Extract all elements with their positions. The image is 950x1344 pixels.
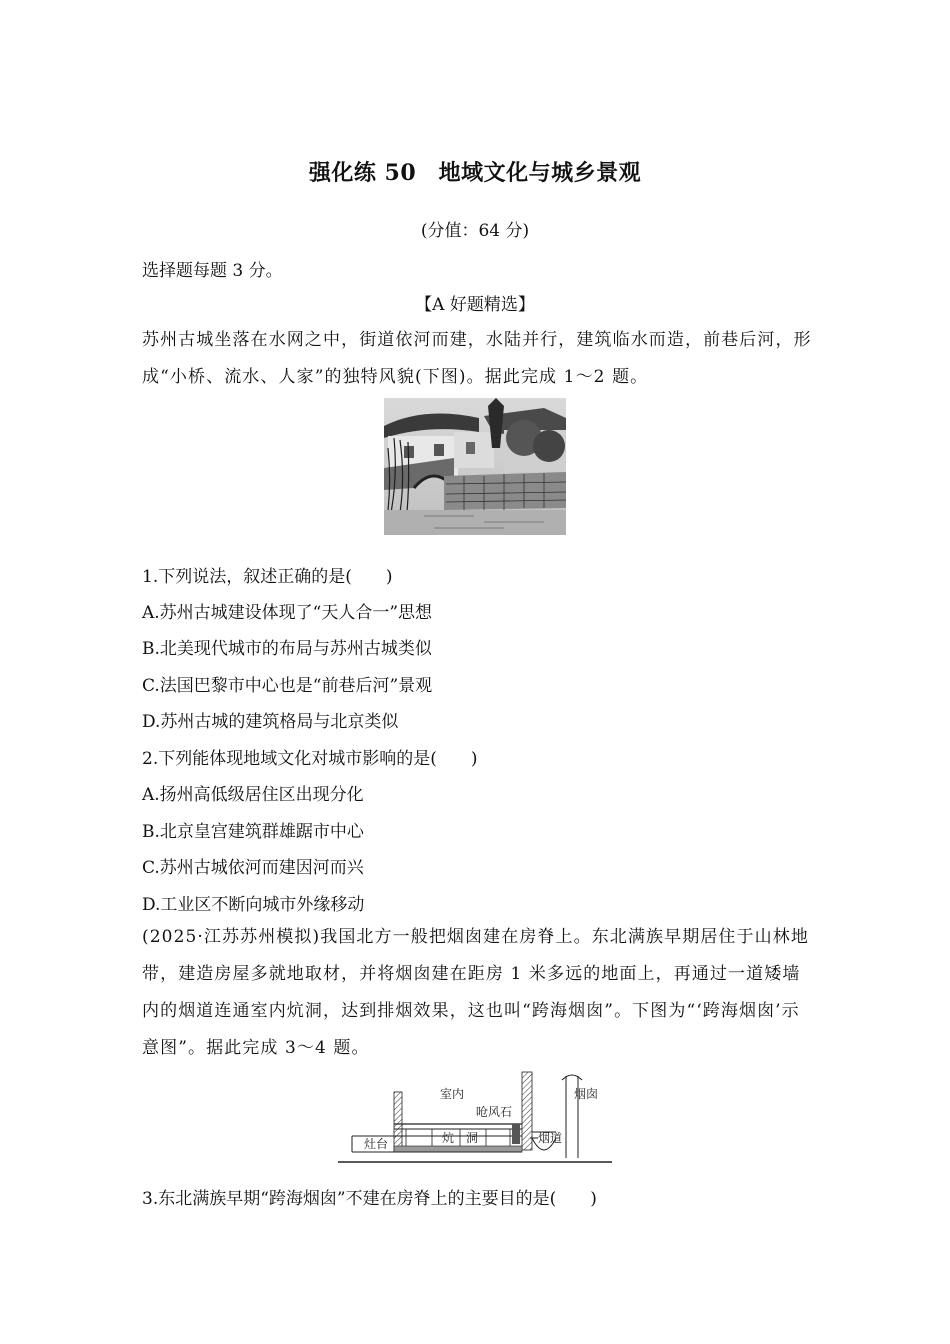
score-info: (分值：64 分) <box>420 221 530 241</box>
label-stove: 灶台 <box>364 1137 389 1151</box>
kuahai-chimney-diagram <box>334 1068 616 1168</box>
q2-option-b: B.北京皇宫建筑群雄踞市中心 <box>142 822 364 842</box>
label-chimney: 烟囱 <box>574 1087 599 1101</box>
label-flue: 烟道 <box>538 1131 563 1145</box>
passage-chimney: (2025·江苏苏州模拟)我国北方一般把烟囱建在房脊上。东北满族早期居住于山林地带，建造房屋多就地取材，并将烟囱建在距房 1 米多远的地面上，再通过一道矮墙内的烟道连通室内炕洞，达到排烟效果，这也叫“跨海烟囱”。下图为“‘跨海烟囱’示意图”。据此完成 3～4 题。 <box>142 927 809 1058</box>
section-heading: 【A 好题精选】 <box>415 295 535 315</box>
label-kang: 炕 <box>442 1131 455 1145</box>
q2-option-a: A.扬州高低级居住区出现分化 <box>142 785 364 805</box>
q1-option-b: B.北美现代城市的布局与苏州古城类似 <box>142 639 432 659</box>
q1-option-d: D.苏州古城的建筑格局与北京类似 <box>142 712 399 732</box>
passage-suzhou: 苏州古城坐落在水网之中，街道依河而建，水陆并行，建筑临水而造，前巷后河，形成“小桥、流水、人家”的独特风貌(下图)。据此完成 1～2 题。 <box>142 330 812 387</box>
q2-option-c: C.苏州古城依河而建因河而兴 <box>142 858 364 878</box>
q3-stem: 3.东北满族早期“跨海烟囱”不建在房脊上的主要目的是( ) <box>142 1189 597 1209</box>
label-cave: 洞 <box>466 1131 479 1145</box>
instruction: 选择题每题 3 分。 <box>142 261 283 281</box>
q1-option-c: C.法国巴黎市中心也是“前巷后河”景观 <box>142 676 433 696</box>
suzhou-ink-painting <box>384 398 566 535</box>
q1-stem: 1.下列说法，叙述正确的是( ) <box>142 567 393 587</box>
label-stone: 呛风石 <box>476 1105 513 1119</box>
page-title: 强化练 50 地域文化与城乡景观 <box>308 160 642 186</box>
q1-option-a: A.苏州古城建设体现了“天人合一”思想 <box>142 603 433 623</box>
q2-option-d: D.工业区不断向城市外缘移动 <box>142 895 365 915</box>
label-indoor: 室内 <box>440 1087 465 1101</box>
q2-stem: 2.下列能体现地域文化对城市影响的是( ) <box>142 749 478 769</box>
